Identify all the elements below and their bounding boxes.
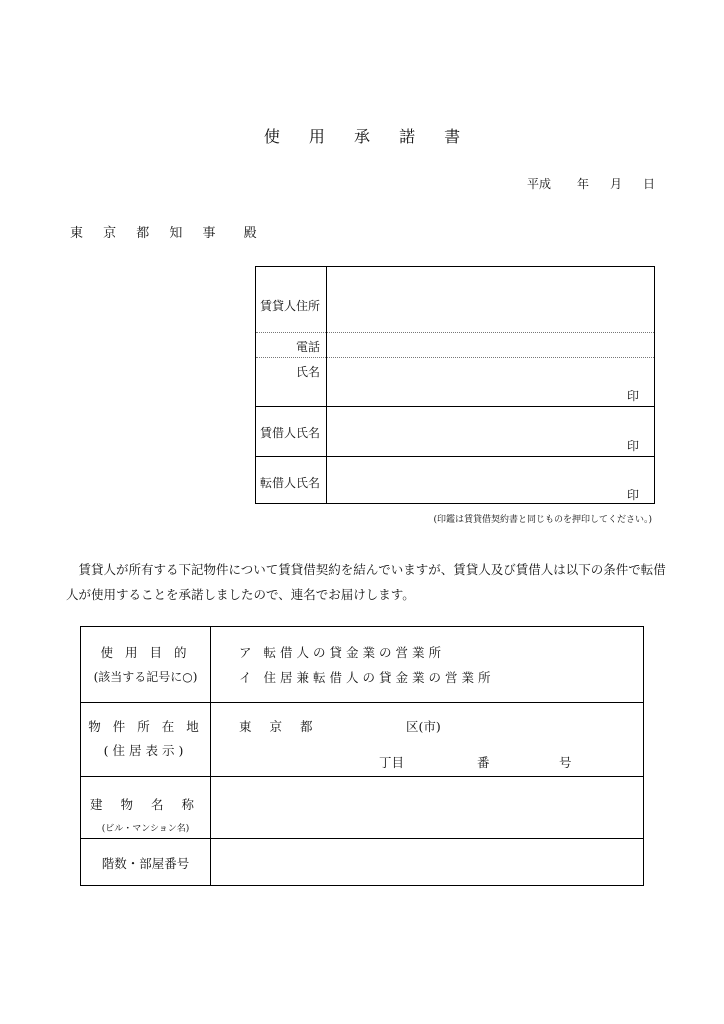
row-rule	[256, 406, 654, 407]
addressee-suffix: 殿	[243, 226, 265, 241]
seal-mark: 印	[627, 439, 640, 453]
purpose-sublabel: (該当する記号に○)	[93, 670, 198, 684]
location-go: 号	[559, 755, 572, 770]
row-rule	[81, 702, 643, 703]
dotted-rule	[256, 332, 654, 333]
row-rule	[81, 838, 643, 839]
date-day: 日	[643, 177, 656, 191]
seal-note: (印鑑は賃貸借契約書と同じものを押印してください。)	[433, 515, 652, 525]
consent-paragraph: 賃貸人が所有する下記物件について賃貸借契約を結んでいますが、賃貸人及び賃借人は以下の条件で転借人が使用することを承諾しましたので、連名でお届けします。	[66, 562, 666, 602]
table-divider	[210, 627, 211, 885]
addressee-name: 東 京 都 知 事	[70, 226, 224, 241]
lessor-address-label: 賃貸人住所	[260, 299, 321, 313]
date-year: 年	[577, 177, 590, 191]
parties-box	[255, 266, 655, 504]
floor-label: 階数・部屋番号	[101, 856, 190, 871]
lessee-name-label: 賃借人氏名	[260, 426, 321, 440]
row-rule	[256, 456, 654, 457]
purpose-label: 使 用 目 的	[100, 645, 191, 660]
location-label: 物 件 所 在 地	[88, 719, 203, 734]
purpose-option-a: ア 転借人の貸金業の営業所	[239, 645, 445, 660]
date-month: 月	[610, 177, 623, 191]
addressee	[70, 222, 265, 241]
location-prefecture: 東 京 都	[239, 719, 320, 734]
row-rule	[81, 776, 643, 777]
date-era: 平成	[527, 177, 552, 191]
name-label: 氏名	[296, 365, 321, 379]
purpose-option-b: イ 住居兼転借人の貸金業の営業所	[239, 670, 495, 685]
seal-mark: 印	[627, 389, 640, 403]
location-ban: 番	[477, 755, 490, 770]
dotted-rule	[256, 357, 654, 358]
location-sublabel: (住居表示)	[103, 743, 188, 758]
sublessee-name-label: 転借人氏名	[260, 476, 321, 490]
document-title: 使 用 承 諾 書	[263, 127, 473, 146]
building-label: 建 物 名 称	[90, 797, 201, 812]
phone-label: 電話	[296, 340, 321, 354]
building-sublabel: (ビル・マンション名)	[101, 824, 190, 834]
property-table	[80, 626, 644, 886]
location-chome: 丁目	[379, 755, 405, 770]
location-ward: 区(市)	[406, 719, 441, 734]
parties-divider	[326, 267, 327, 503]
seal-mark: 印	[627, 488, 640, 502]
